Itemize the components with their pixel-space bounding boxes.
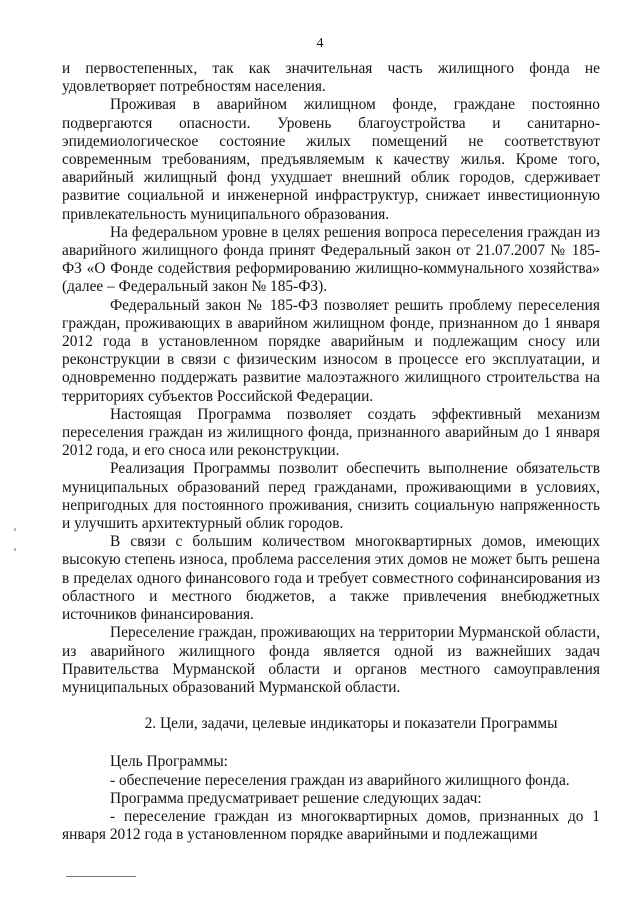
margin-mark xyxy=(14,548,16,551)
document-body xyxy=(62,60,600,844)
paragraph: и первостепенных, так как значительная часть жилищного фонда не удовлетворяет потребностям населения. xyxy=(62,60,600,96)
paragraph: Проживая в аварийном жилищном фонде, граждане постоянно подвергаются опасности. Уровень благоустройства и санитарно-эпидемиологическое состояние жилых помещений не соответствуют современным требованиям, предъявляемым к качеству жилья. Кроме того, аварийный жилищный фонд ухудшает внешний облик городов, сдерживает развитие социальной и инженерной инфраструктур, снижает инвестиционную привлекательность муниципального образования. xyxy=(62,96,600,223)
section-heading: 2. Цели, задачи, целевые индикаторы и показатели Программы xyxy=(144,715,558,733)
section-line: - обеспечение переселения граждан из аварийного жилищного фонда. xyxy=(110,771,570,789)
margin-mark xyxy=(14,528,16,531)
paragraph: В связи с большим количеством многоквартирных домов, имеющих высокую степень износа, проблема расселения этих домов не может быть решена в пределах одного финансового года и требует совместного софинансирования из областного и местного бюджетов, а также привлечения внебюджетных источников финансирования. xyxy=(62,533,600,624)
section-line: Программа предусматривает решение следующих задач: xyxy=(110,789,482,807)
paragraph: Настоящая Программа позволяет создать эффективный механизм переселения граждан из жилищного фонда, признанного аварийным до 1 января 2012 года, и его сноса или реконструкции. xyxy=(62,405,600,460)
paragraph: На федеральном уровне в целях решения вопроса переселения граждан из аварийного жилищного фонда принят Федеральный закон от 21.07.2007 № 185-ФЗ «О Фонде содействия реформированию жилищно-коммунального хозяйства» (далее – Федеральный закон № 185-ФЗ). xyxy=(62,223,600,296)
paragraph: Реализация Программы позволит обеспечить выполнение обязательств муниципальных образований перед гражданами, проживающими в условиях, непригодных для постоянного проживания, снизить социальную напряженность и улучшить архитектурный облик городов. xyxy=(62,460,600,533)
section-line: Цель Программы: xyxy=(110,753,228,771)
paragraph: Федеральный закон № 185-ФЗ позволяет решить проблему переселения граждан, проживающих в аварийном жилищном фонде, признанном до 1 января 2012 года в установленном порядке аварийным и подлежащим сносу или реконструкции в связи с физическим износом в процессе его эксплуатации, и одновременно поддержать развитие малоэтажного жилищного строительства на территориях субъектов Российской Федерации. xyxy=(62,296,600,405)
footnote-separator xyxy=(66,876,136,877)
paragraph: Переселение граждан, проживающих на территории Мурманской области, из аварийного жилищного фонда является одной из важнейших задач Правительства Мурманской области и органов местного самоуправления муниципальных образований Мурманской области. xyxy=(62,624,600,696)
section-line: - переселение граждан из многоквартирных домов, признанных до 1 января 2012 года в установленном порядке аварийными и подлежащими xyxy=(62,807,600,844)
page-number: 4 xyxy=(316,36,324,51)
